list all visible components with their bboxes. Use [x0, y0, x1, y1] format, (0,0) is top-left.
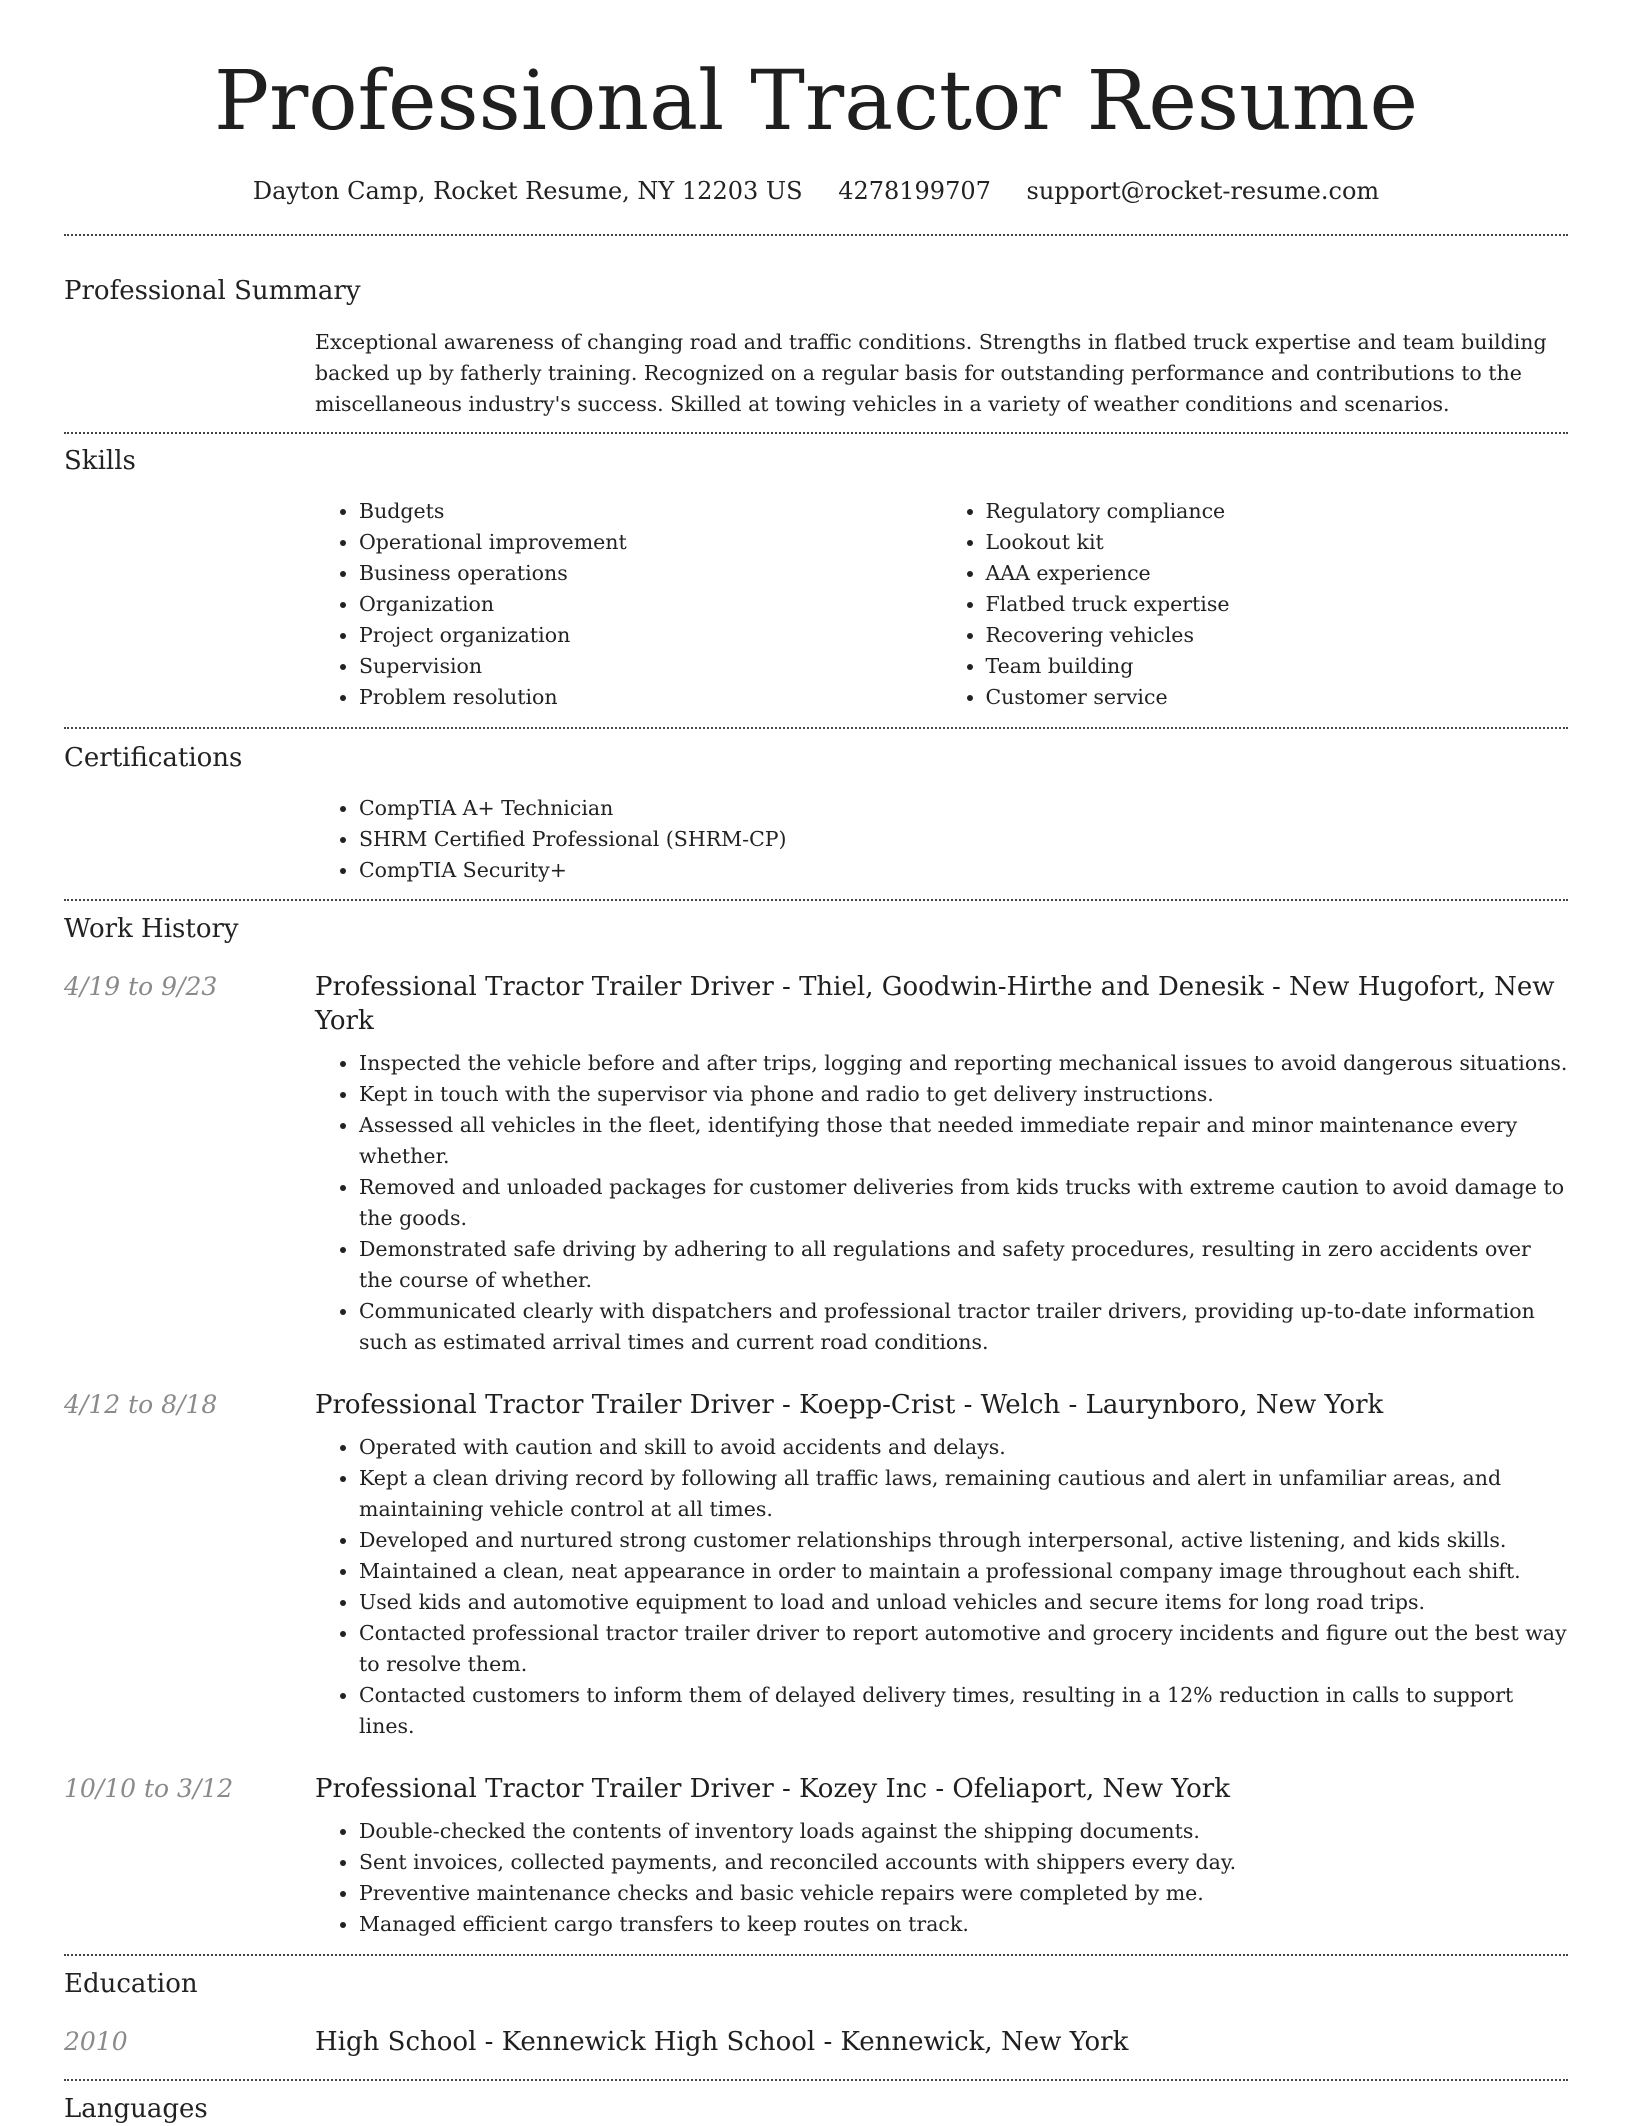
job-bullet: • Removed and unloaded packages for customer deliveries from kids trucks with extreme caution to avoid damage to the goods.	[359, 1172, 1568, 1234]
job-bullet: • Preventive maintenance checks and basic vehicle repairs were completed by me.	[359, 1878, 1568, 1909]
skill-item: • Budgets	[359, 496, 942, 527]
job-bullet: • Operated with caution and skill to avoid accidents and delays.	[359, 1432, 1568, 1463]
skill-item: • Flatbed truck expertise	[986, 589, 1569, 620]
job-details	[315, 1388, 1568, 1742]
job-entry	[64, 1388, 1568, 1742]
education-heading: Education	[64, 1969, 198, 1999]
job-bullet: • Double-checked the contents of inventory loads against the shipping documents.	[359, 1816, 1568, 1847]
skill-item: • Lookout kit	[986, 527, 1569, 558]
job-bullet: • Assessed all vehicles in the fleet, identifying those that needed immediate repair and minor maintenance every whether.	[359, 1110, 1568, 1172]
skill-item: • Business operations	[359, 558, 942, 589]
job-title: Professional Tractor Trailer Driver - Thiel, Goodwin-Hirthe and Denesik - New Hugofort, New York	[315, 972, 1555, 1036]
skills-section	[64, 444, 1568, 713]
skills-list-right	[942, 496, 1569, 713]
certifications-list	[315, 793, 1568, 886]
job-bullet: • Used kids and automotive equipment to load and unload vehicles and secure items for long road trips.	[359, 1587, 1568, 1618]
skill-item: • Recovering vehicles	[986, 620, 1569, 651]
job-details	[315, 970, 1568, 1358]
education-date: 2010	[64, 2027, 128, 2056]
job-bullet: • Managed efficient cargo transfers to keep routes on track.	[359, 1909, 1568, 1940]
education-title: High School - Kennewick High School - Kennewick, New York	[315, 2027, 1129, 2057]
education-details	[315, 2025, 1568, 2059]
education-section	[64, 1967, 1568, 2059]
skill-item: • Team building	[986, 651, 1569, 682]
certification-item: • CompTIA Security+	[359, 855, 1568, 886]
job-bullet: • Contacted professional tractor trailer driver to report automotive and grocery incidents and figure out the best way to resolve them.	[359, 1618, 1568, 1680]
skills-list-left	[315, 496, 942, 713]
job-details	[315, 1772, 1568, 1940]
skill-item: • Project organization	[359, 620, 942, 651]
languages-heading: Languages	[64, 2094, 208, 2124]
job-bullet: • Maintained a clean, neat appearance in order to maintain a professional company image throughout each shift.	[359, 1556, 1568, 1587]
summary-section	[64, 274, 1568, 420]
section-divider	[64, 432, 1568, 434]
skills-columns	[315, 496, 1568, 713]
job-bullet: • Developed and nurtured strong customer relationships through interpersonal, active listening, and kids skills.	[359, 1525, 1568, 1556]
job-bullets	[315, 1432, 1568, 1742]
work-history-section	[64, 912, 1568, 1940]
section-divider	[64, 1954, 1568, 1956]
contact-email: support@rocket-resume.com	[1026, 177, 1380, 205]
job-dates: 4/12 to 8/18	[64, 1390, 218, 1419]
job-dates: 10/10 to 3/12	[64, 1774, 234, 1803]
job-bullet: • Sent invoices, collected payments, and reconciled accounts with shippers every day.	[359, 1847, 1568, 1878]
job-dates: 4/19 to 9/23	[64, 972, 218, 1001]
education-entry	[64, 2025, 1568, 2059]
job-title: Professional Tractor Trailer Driver - Kozey Inc - Ofeliaport, New York	[315, 1774, 1230, 1804]
job-bullets	[315, 1816, 1568, 1940]
job-bullet: • Contacted customers to inform them of delayed delivery times, resulting in a 12% reduction in calls to support lines.	[359, 1680, 1568, 1742]
skill-item: • Operational improvement	[359, 527, 942, 558]
certifications-heading: Certifications	[64, 743, 243, 773]
job-entry	[64, 970, 1568, 1358]
skill-item: • Customer service	[986, 682, 1569, 713]
contact-line	[64, 174, 1568, 208]
resume-title: Professional Tractor Resume	[213, 54, 1419, 149]
job-entry	[64, 1772, 1568, 1940]
contact-address: Dayton Camp, Rocket Resume, NY 12203 US	[252, 177, 803, 205]
skill-item: • Problem resolution	[359, 682, 942, 713]
work-history-heading: Work History	[64, 914, 239, 944]
job-bullet: • Demonstrated safe driving by adhering to all regulations and safety procedures, resulting in zero accidents over the course of whether.	[359, 1234, 1568, 1296]
job-bullets	[315, 1048, 1568, 1358]
contact-phone: 4278199707	[838, 177, 991, 205]
job-title: Professional Tractor Trailer Driver - Koepp-Crist - Welch - Laurynboro, New York	[315, 1390, 1384, 1420]
summary-text: Exceptional awareness of changing road and traffic conditions. Strengths in flatbed truck expertise and team building backed up by fatherly training. Recognized on a regular basis for outstanding performance and contributions to the miscellaneous industry's success. Skilled at towing vehicles in a variety of weather conditions and scenarios.	[315, 330, 1547, 416]
section-divider	[64, 727, 1568, 729]
languages-section	[64, 2092, 1568, 2126]
section-divider	[64, 899, 1568, 901]
skill-item: • Regulatory compliance	[986, 496, 1569, 527]
certification-item: • CompTIA A+ Technician	[359, 793, 1568, 824]
summary-heading: Professional Summary	[64, 276, 361, 306]
certification-item: • SHRM Certified Professional (SHRM-CP)	[359, 824, 1568, 855]
skills-heading: Skills	[64, 446, 136, 476]
skill-item: • Supervision	[359, 651, 942, 682]
section-divider	[64, 234, 1568, 236]
job-bullet: • Kept a clean driving record by following all traffic laws, remaining cautious and alert in unfamiliar areas, and maintaining vehicle control at all times.	[359, 1463, 1568, 1525]
section-divider	[64, 2079, 1568, 2081]
job-bullet: • Communicated clearly with dispatchers and professional tractor trailer drivers, providing up-to-date information such as estimated arrival times and current road conditions.	[359, 1296, 1568, 1358]
skill-item: • AAA experience	[986, 558, 1569, 589]
job-bullet: • Inspected the vehicle before and after trips, logging and reporting mechanical issues to avoid dangerous situations.	[359, 1048, 1568, 1079]
certifications-section	[64, 741, 1568, 886]
skill-item: • Organization	[359, 589, 942, 620]
job-bullet: • Kept in touch with the supervisor via phone and radio to get delivery instructions.	[359, 1079, 1568, 1110]
resume-page	[64, 0, 1568, 2126]
